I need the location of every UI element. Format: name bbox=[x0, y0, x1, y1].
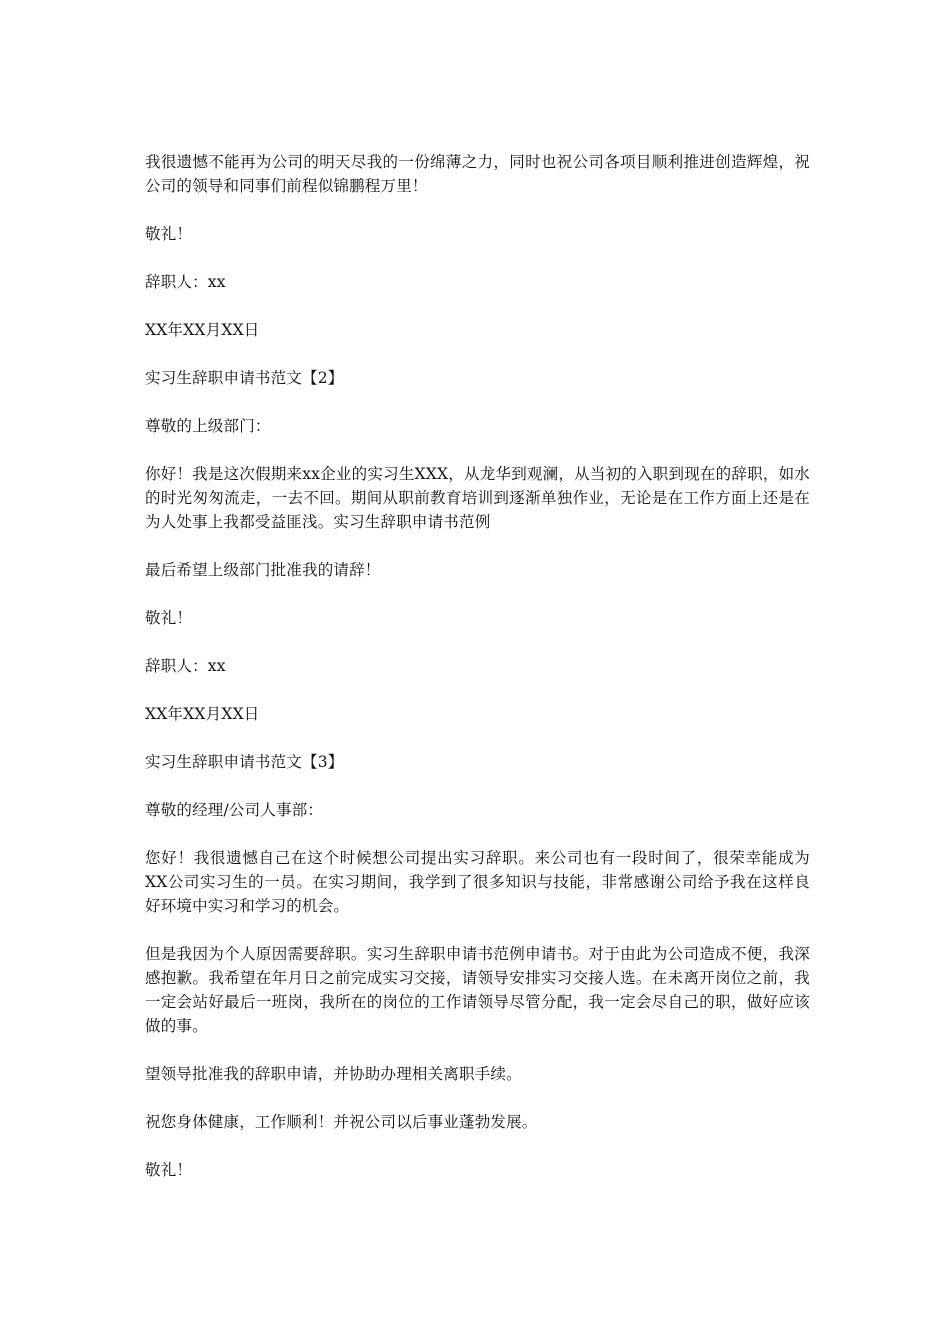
closing-paragraph: 我很遗憾不能再为公司的明天尽我的一份绵薄之力，同时也祝公司各项目顺利推进创造辉煌，祝公司的领导和同事们前程似锦鹏程万里！ bbox=[145, 153, 810, 195]
salutation: 敬礼！ bbox=[145, 609, 193, 627]
document-body bbox=[145, 150, 810, 1206]
salutation: 敬礼！ bbox=[145, 225, 193, 243]
request-paragraph: 最后希望上级部门批准我的请辞！ bbox=[145, 561, 381, 579]
wishes-paragraph: 祝您身体健康，工作顺利！并祝公司以后事业蓬勃发展。 bbox=[145, 1113, 538, 1131]
body-paragraph: 你好！我是这次假期来xx企业的实习生XXX，从龙华到观澜，从当初的入职到现在的辞职，如水的时光匆匆流走，一去不回。期间从职前教育培训到逐渐单独作业，无论是在工作方面上还是在为人处事上我都受益匪浅。实习生辞职申请书范例 bbox=[145, 465, 810, 531]
date-line: XX年XX月XX日 bbox=[145, 321, 260, 339]
signature-line: 辞职人：xx bbox=[145, 273, 226, 291]
body-paragraph: 但是我因为个人原因需要辞职。实习生辞职申请书范例申请书。对于由此为公司造成不便，我深感抱歉。我希望在年月日之前完成实习交接，请领导安排实习交接人选。在未离开岗位之前，我一定会站好最后一班岗，我所在的岗位的工作请领导尽管分配，我一定会尽自己的职，做好应该做的事。 bbox=[145, 945, 810, 1035]
date-line: XX年XX月XX日 bbox=[145, 705, 260, 723]
section-heading-3: 实习生辞职申请书范文【3】 bbox=[145, 753, 344, 771]
request-paragraph: 望领导批准我的辞职申请，并协助办理相关离职手续。 bbox=[145, 1065, 522, 1083]
greeting-line: 尊敬的经理/公司人事部： bbox=[145, 801, 324, 819]
section-heading-2: 实习生辞职申请书范文【2】 bbox=[145, 369, 344, 387]
signature-line: 辞职人：xx bbox=[145, 657, 226, 675]
greeting-line: 尊敬的上级部门： bbox=[145, 417, 271, 435]
body-paragraph: 您好！我很遗憾自己在这个时候想公司提出实习辞职。来公司也有一段时间了，很荣幸能成为XX公司实习生的一员。在实习期间，我学到了很多知识与技能，非常感谢公司给予我在这样良好环境中实习和学习的机会。 bbox=[145, 849, 810, 915]
salutation: 敬礼！ bbox=[145, 1161, 193, 1179]
